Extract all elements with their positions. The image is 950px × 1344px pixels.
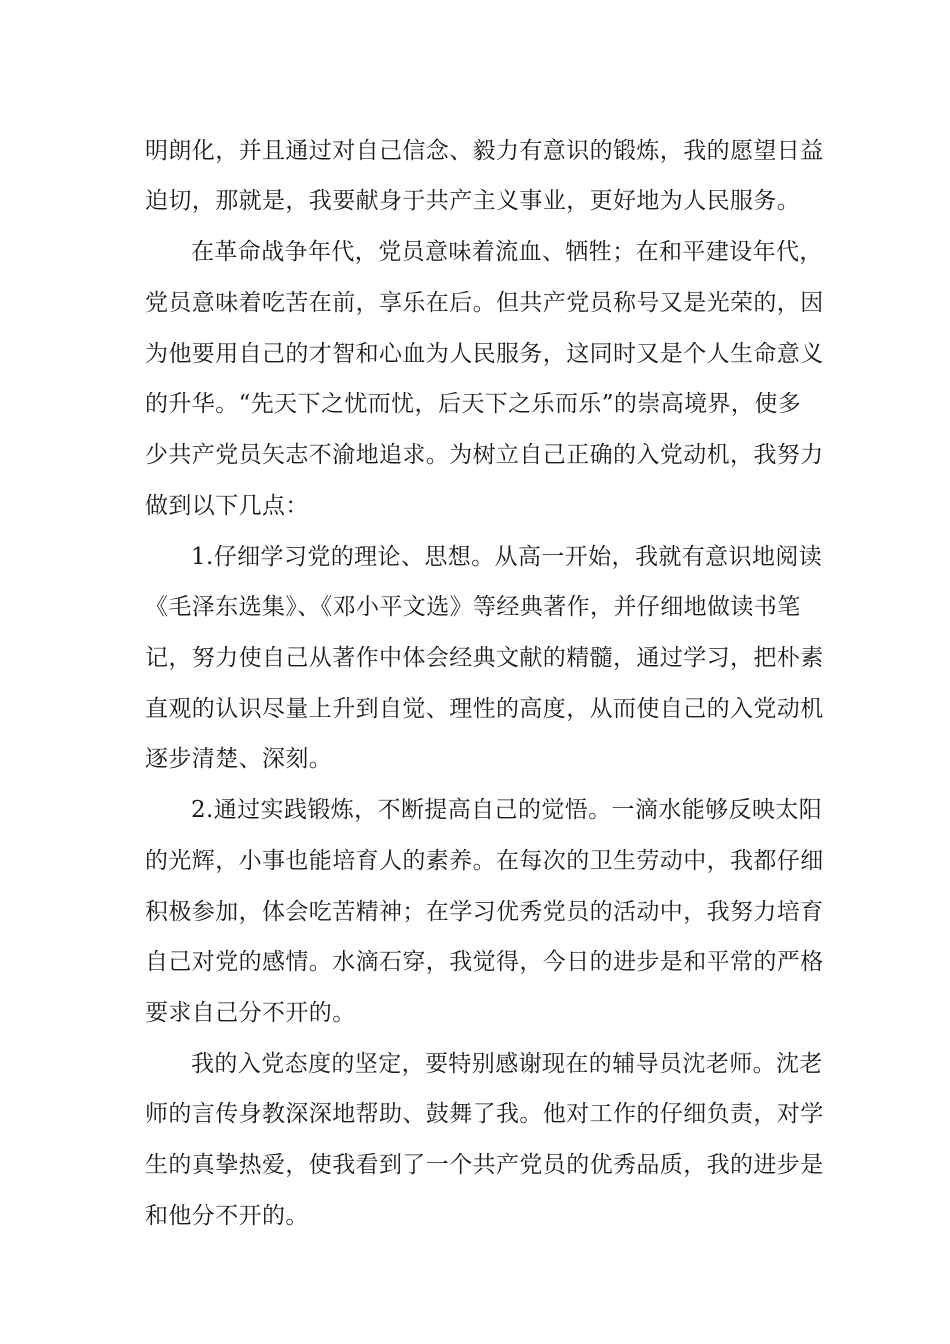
numbered-point-1: 1.仔细学习党的理论、思想。从高一开始，我就有意识地阅读 [191, 544, 823, 570]
text-line: 师的言传身教深深地帮助、鼓舞了我。他对工作的仔细负责，对学 [145, 1101, 824, 1127]
text-line: 做到以下几点： [145, 493, 309, 519]
text-line: 的升华。“先天下之忧而忧，后天下之乐而乐”的崇高境界，使多 [145, 391, 802, 417]
paragraph-start-line: 在革命战争年代，党员意味着流血、牺牲；在和平建设年代， [191, 239, 823, 265]
text-line: 党员意味着吃苦在前，享乐在后。但共产党员称号又是光荣的，因 [145, 290, 824, 316]
paragraph-start-line: 我的入党态度的坚定，要特别感谢现在的辅导员沈老师。沈老 [191, 1051, 823, 1077]
text-line: 要求自己分不开的。 [145, 1000, 356, 1026]
text-line: 和他分不开的。 [145, 1203, 309, 1229]
text-line: 少共产党员矢志不渝地追求。为树立自己正确的入党动机，我努力 [145, 442, 824, 468]
text-line: 迫切，那就是，我要献身于共产主义事业，更好地为人民服务。 [145, 188, 801, 214]
text-line: 的光辉，小事也能培育人的素养。在每次的卫生劳动中，我都仔细 [145, 848, 824, 874]
text-line: 生的真挚热爱，使我看到了一个共产党员的优秀品质，我的进步是 [145, 1152, 824, 1178]
text-line: 自己对党的感情。水滴石穿，我觉得，今日的进步是和平常的严格 [145, 949, 824, 975]
numbered-point-2: 2.通过实践锻炼，不断提高自己的觉悟。一滴水能够反映太阳 [191, 797, 823, 823]
text-line: 积极参加，体会吃苦精神；在学习优秀党员的活动中，我努力培育 [145, 899, 824, 925]
text-line: 记，努力使自己从著作中体会经典文献的精髓，通过学习，把朴素 [145, 645, 824, 671]
text-line: 直观的认识尽量上升到自觉、理性的高度，从而使自己的入党动机 [145, 696, 824, 722]
text-line: 明朗化，并且通过对自己信念、毅力有意识的锻炼，我的愿望日益 [145, 138, 824, 164]
text-line: 《毛泽东选集》、《邓小平文选》等经典著作，并仔细地做读书笔 [145, 594, 801, 620]
text-line: 逐步清楚、深刻。 [145, 746, 333, 772]
text-line: 为他要用自己的才智和心血为人民服务，这同时又是个人生命意义 [145, 341, 824, 367]
